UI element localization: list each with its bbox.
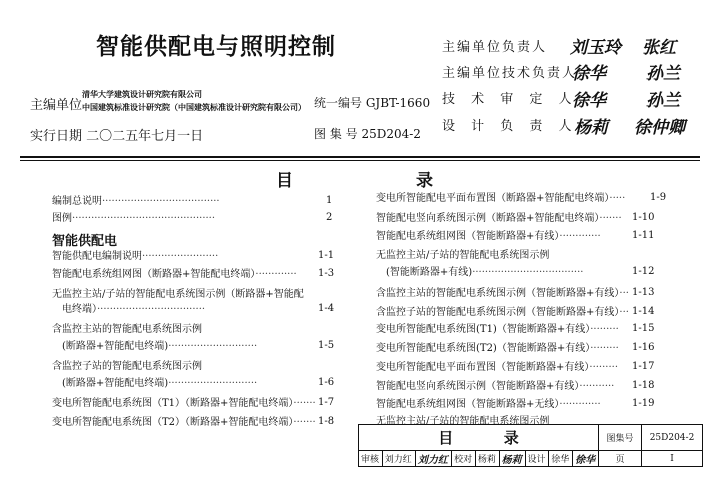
toc-entry[interactable] [376, 266, 632, 280]
org-name-1: 清华大学建筑设计研究院有限公司 [82, 89, 202, 99]
signature: 杨莉 [574, 118, 608, 138]
toc-entry-title: 智能配电竖向系统图示例（智能断路器+有线） [376, 381, 580, 392]
toc-leader: ···························· [168, 378, 258, 389]
toc-entry[interactable] [376, 361, 632, 375]
toc-leader: ····· [609, 193, 626, 204]
role-design-head: 设 计 负 责 人 [442, 119, 578, 134]
toc-leader: ····································· [102, 196, 220, 207]
toc-entry[interactable] [52, 397, 322, 411]
unified-code: 统一编号 GJBT-1660 [314, 96, 431, 110]
toc-entry-title: 电终端） [52, 304, 97, 315]
toc-entry-title: 无监控主站/子站的智能配电系统图示例 [376, 416, 550, 427]
signature: 孙兰 [646, 91, 680, 111]
toc-entry[interactable] [52, 377, 322, 391]
toc-entry-title: 变电所智能配电平面布置图（断路器+智能配电终端） [376, 193, 610, 204]
review-name: 刘力红 [382, 451, 415, 467]
effective-date: 实行日期 二〇二五年七月一日 [30, 129, 204, 144]
design-signature: 徐华 [573, 451, 599, 467]
toc-page: 1-10 [632, 212, 655, 223]
toc-page: 1-5 [318, 340, 335, 351]
toc-entry[interactable] [376, 342, 632, 356]
toc-entry-title: 图例 [52, 213, 72, 224]
atlas-title: 智能供配电与照明控制 [96, 33, 336, 60]
toc-leader: ··········· [579, 381, 615, 392]
title-block-title-right: 录 [503, 429, 519, 447]
toc-entry-title: 变电所智能配电系统图（T2）（断路器+智能配电终端） [52, 417, 294, 428]
toc-entry[interactable] [52, 360, 332, 374]
title-block [358, 424, 703, 467]
toc-leader: ··································· [472, 267, 584, 278]
toc-entry[interactable] [376, 380, 632, 394]
chief-org-label: 主编单位 [30, 98, 83, 113]
toc-heading-right: 录 [416, 171, 433, 191]
toc-leader: ········· [590, 324, 619, 335]
toc-leader: ······· [293, 417, 316, 428]
toc-entry-title: (智能断路器+有线) [376, 267, 473, 278]
toc-section-heading: 智能供配电 [52, 234, 118, 249]
toc-leader: ············· [255, 269, 297, 280]
review-label: 审核 [359, 451, 383, 467]
signature: 徐华 [572, 64, 606, 84]
toc-entry[interactable] [376, 287, 632, 301]
toc-entry-title: 智能配电系统组网图（智能断路器+无线） [376, 399, 560, 410]
toc-leader: ······· [599, 213, 622, 224]
toc-entry-title: 含监控主站的智能配电系统图示例（智能断路器+有线） [376, 288, 620, 299]
toc-page: 1-3 [318, 268, 335, 279]
toc-entry[interactable] [376, 192, 650, 206]
signature: 徐华 [572, 91, 606, 111]
toc-leader: ········· [589, 362, 618, 373]
atlas-no-value: 25D204-2 [642, 425, 703, 451]
toc-page: 1-19 [632, 398, 655, 409]
toc-page: 1-14 [632, 306, 655, 317]
toc-entry[interactable] [376, 230, 632, 244]
toc-entry-title: 智能供配电编制说明 [52, 251, 142, 262]
toc-entry[interactable] [52, 195, 336, 209]
check-label: 校对 [452, 451, 476, 467]
toc-entry[interactable] [376, 212, 632, 226]
toc-page: 1-17 [632, 361, 655, 372]
page-value: I [642, 451, 703, 467]
toc-entry-title: (断路器+智能配电终端) [52, 378, 169, 389]
toc-entry[interactable] [52, 340, 322, 354]
toc-entry-title: (断路器+智能配电终端) [52, 341, 169, 352]
check-signature: 杨莉 [499, 451, 525, 467]
toc-entry-title: 智能配电系统组网图（智能断路器+有线） [376, 231, 560, 242]
toc-entry-title: 变电所智能配电系统图（T1）（断路器+智能配电终端） [52, 398, 294, 409]
toc-page: 1-16 [632, 342, 655, 353]
toc-page: 1-18 [632, 380, 655, 391]
header-divider [20, 160, 700, 161]
toc-leader: ············· [559, 399, 601, 410]
toc-leader: ········· [590, 343, 619, 354]
toc-entry[interactable] [52, 416, 322, 430]
title-block-title [359, 425, 599, 451]
toc-entry[interactable] [52, 268, 322, 282]
signature: 孙兰 [646, 64, 680, 84]
toc-page: 1-12 [632, 266, 655, 277]
role-tech-approver: 技 术 审 定 人 [442, 92, 578, 107]
toc-entry[interactable] [52, 303, 322, 317]
toc-entry-title: 含监控主站的智能配电系统图示例 [52, 324, 202, 335]
role-chief-tech-head: 主编单位技术负责人 [442, 66, 578, 81]
toc-entry[interactable] [376, 249, 650, 263]
toc-leader: ······· [293, 398, 316, 409]
toc-leader: ···························· [168, 341, 258, 352]
toc-page: 1 [326, 195, 333, 206]
org-name-2: 中国建筑标准设计研究院（中国建筑标准设计研究院有限公司） [82, 102, 306, 112]
toc-page: 1-6 [318, 377, 335, 388]
toc-entry-title: 含监控子站的智能配电系统图示例（智能断路器+有线） [376, 307, 620, 318]
toc-page: 1-7 [318, 397, 335, 408]
toc-entry[interactable] [376, 323, 632, 337]
toc-leader: ························ [142, 251, 219, 262]
toc-page: 1-11 [632, 230, 655, 241]
page-label: 页 [599, 451, 642, 467]
toc-page: 1-8 [318, 416, 335, 427]
header-divider [20, 156, 700, 158]
toc-heading-left: 目 [276, 171, 293, 191]
toc-entry-title: 无监控主站/子站的智能配电系统图示例 [376, 250, 550, 261]
toc-entry-title: 编制总说明 [52, 196, 102, 207]
toc-entry[interactable] [376, 398, 632, 412]
toc-leader: ··· [619, 288, 629, 299]
toc-entry-title: 含监控子站的智能配电系统图示例 [52, 361, 202, 372]
toc-entry-title: 变电所智能配电系统图(T2)（智能断路器+有线） [376, 343, 591, 354]
toc-page: 1-4 [318, 303, 335, 314]
toc-leader: ·································· [97, 304, 206, 315]
toc-entry[interactable] [52, 288, 332, 302]
design-label: 设计 [525, 451, 549, 467]
atlas-number: 图 集 号 25D204-2 [314, 127, 421, 141]
toc-entry-title: 无监控主站/子站的智能配电系统图示例（断路器+智能配 [52, 289, 304, 300]
toc-leader: ············································· [72, 213, 216, 224]
toc-entry[interactable] [52, 212, 336, 226]
toc-page: 1-1 [318, 250, 335, 261]
toc-page: 1-9 [650, 192, 667, 203]
toc-entry[interactable] [52, 323, 332, 337]
toc-entry[interactable] [52, 250, 322, 264]
toc-leader: ············· [559, 231, 601, 242]
toc-entry-title: 变电所智能配电平面布置图（智能断路器+有线） [376, 362, 590, 373]
chief-org-names [82, 88, 306, 114]
toc-page: 1-15 [632, 323, 655, 334]
role-chief-org-head: 主编单位负责人 [442, 40, 548, 55]
title-block-title-left: 目 [438, 429, 454, 447]
design-name: 徐华 [549, 451, 573, 467]
signature: 张红 [642, 38, 676, 58]
review-signature: 刘力红 [415, 451, 451, 467]
toc-entry-title: 变电所智能配电系统图(T1)（智能断路器+有线） [376, 324, 591, 335]
signature: 刘玉玲 [570, 38, 621, 58]
toc-entry-title: 智能配电竖向系统图示例（断路器+智能配电终端） [376, 213, 600, 224]
toc-page: 2 [326, 212, 333, 223]
toc-page: 1-13 [632, 287, 655, 298]
toc-leader: ··· [619, 307, 629, 318]
check-name: 杨莉 [475, 451, 499, 467]
toc-entry[interactable] [376, 306, 632, 320]
signature: 徐仲卿 [634, 118, 685, 138]
atlas-no-label: 图集号 [599, 425, 642, 451]
toc-entry-title: 智能配电系统组网图（断路器+智能配电终端） [52, 269, 256, 280]
